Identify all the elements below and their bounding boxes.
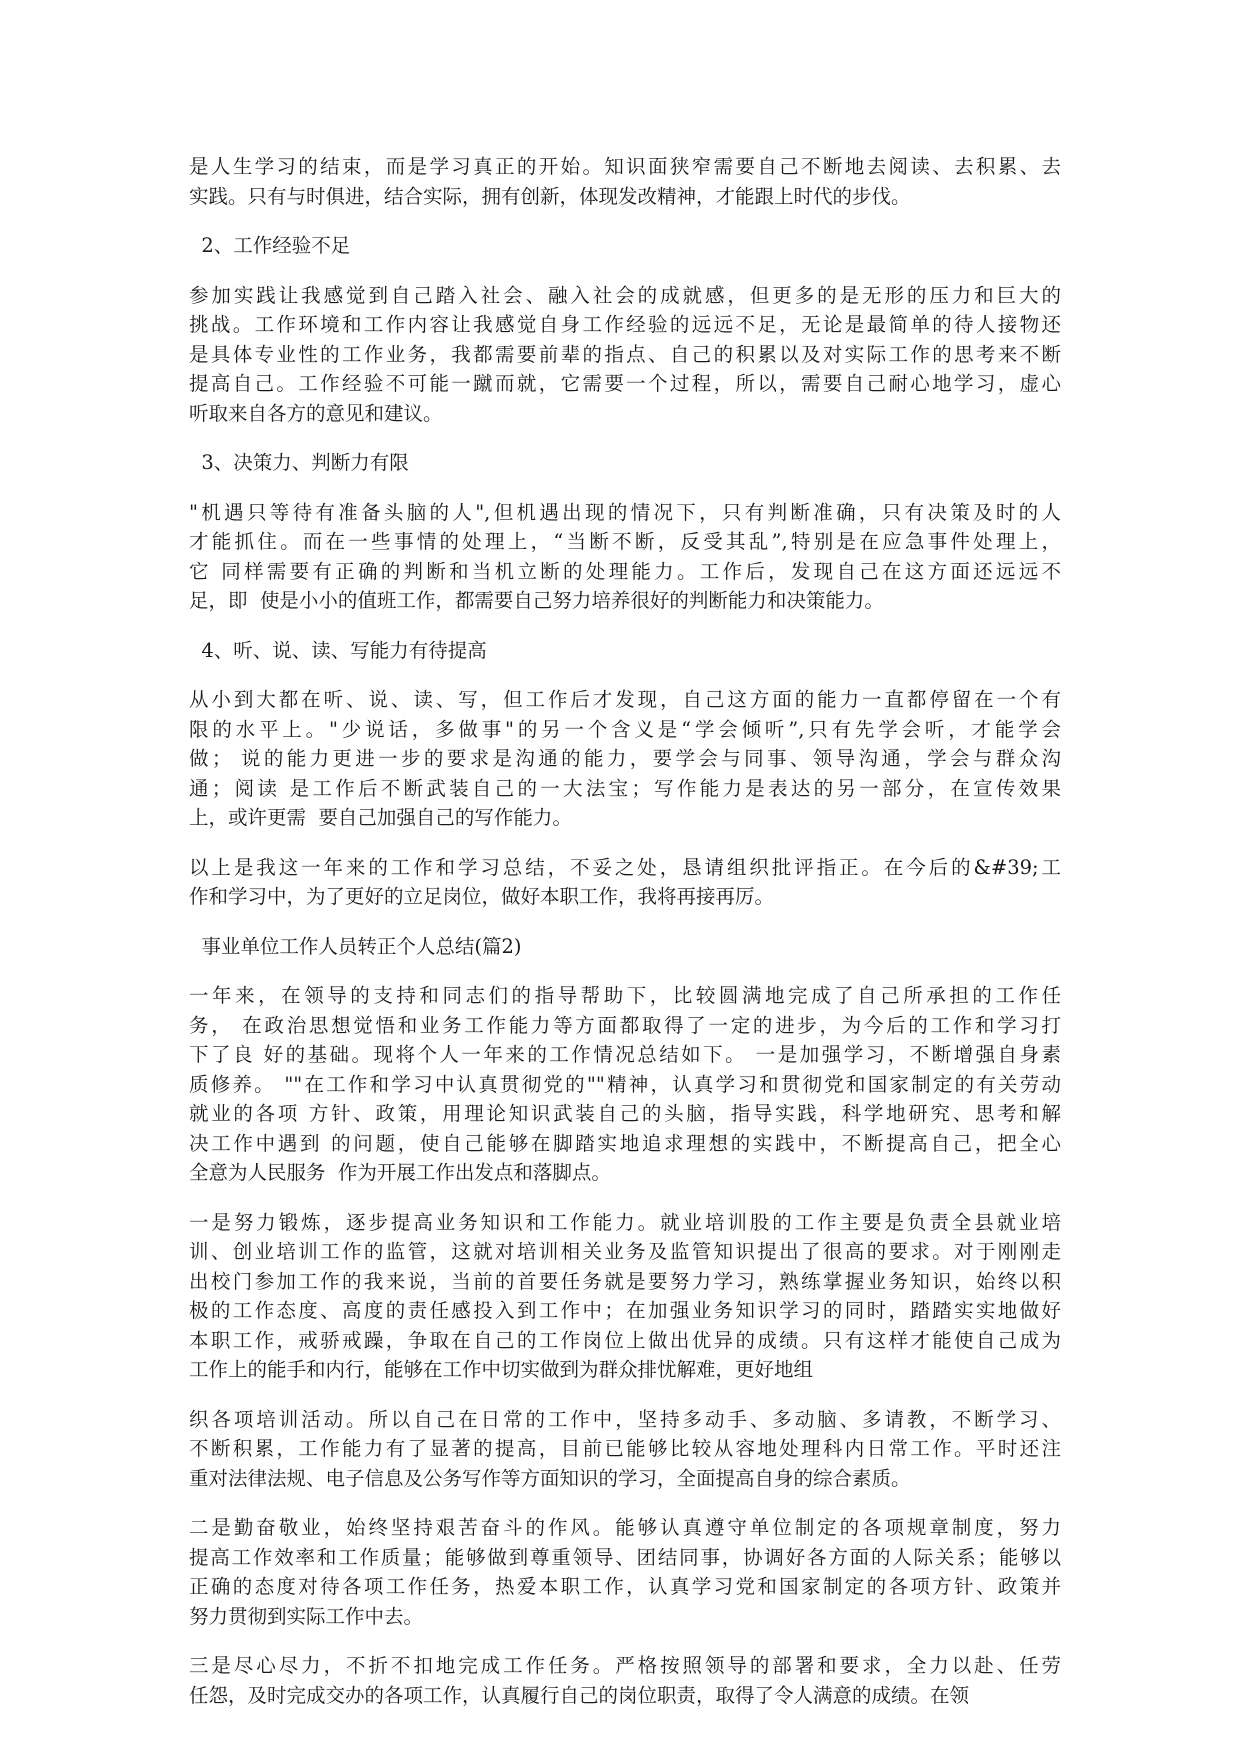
text-line: 通；阅读 是工作后不断武装自己的一大法宝；写作能力是表达的另一部分，在宣传效果 xyxy=(189,776,1061,800)
paragraph xyxy=(189,1405,1061,1494)
document-body xyxy=(189,152,1061,1730)
text-line: 提高工作效率和工作质量；能够做到尊重领导、团结同事，协调好各方面的人际关系；能够以 xyxy=(189,1545,1061,1569)
text-line: 参加实践让我感觉到自己踏入社会、融入社会的成就感，但更多的是无形的压力和巨大的 xyxy=(189,283,1061,307)
text-line: 是具体专业性的工作业务，我都需要前辈的指点、自己的积累以及对实际工作的思考来不断 xyxy=(189,342,1061,366)
text-line: 不断积累，工作能力有了显著的提高，目前已能够比较从容地处理科内日常工作。平时还注 xyxy=(189,1437,1061,1460)
text-line: 就业的各项 方针、政策，用理论知识武装自己的头脑，指导实践，科学地研究、思考和解 xyxy=(189,1102,1061,1125)
text-line: 织各项培训活动。所以自己在日常的工作中，坚持多动手、多动脑、多请教，不断学习、 xyxy=(189,1407,1061,1431)
paragraph xyxy=(189,1651,1061,1710)
text-line: 上，或许更需 要自己加强自己的写作能力。 xyxy=(189,806,572,829)
text-line: 一年来，在领导的支持和同志们的指导帮助下，比较圆满地完成了自己所承担的工作任 xyxy=(189,984,1061,1007)
text-line: 4、听、说、读、写能力有待提高 xyxy=(189,638,487,662)
section-heading xyxy=(189,636,1061,666)
text-line: 工作上的能手和内行，能够在工作中切实做到为群众排忧解难，更好地组 xyxy=(189,1358,814,1381)
text-line: 实践。只有与时俱进，结合实际，拥有创新，体现发改精神，才能跟上时代的步伐。 xyxy=(189,184,911,208)
paragraph xyxy=(189,685,1061,833)
paragraph xyxy=(189,1208,1061,1385)
text-line: 才能抓住。而在一些事情的处理上，“当断不断，反受其乱”,特别是在应急事件处理上， xyxy=(189,530,1061,553)
text-line: 限的水平上。"少说话，多做事"的另一个含义是“学会倾听”,只有先学会听，才能学会 xyxy=(189,717,1061,741)
text-line: 以上是我这一年来的工作和学习总结，不妥之处，恳请组织批评指正。在今后的&#39;工 xyxy=(189,855,1061,879)
paragraph xyxy=(189,1513,1061,1631)
text-line: 务， 在政治思想觉悟和业务工作能力等方面都取得了一定的进步，为今后的工作和学习打 xyxy=(189,1013,1061,1037)
paragraph xyxy=(189,152,1061,211)
text-line: 足，即 使是小小的值班工作，都需要自己努力培养很好的判断能力和决策能力。 xyxy=(189,589,884,612)
text-line: 二是勤奋敬业，始终坚持艰苦奋斗的作风。能够认真遵守单位制定的各项规章制度，努力 xyxy=(189,1516,1061,1539)
text-line: 一是努力锻炼，逐步提高业务知识和工作能力。就业培训股的工作主要是负责全县就业培 xyxy=(189,1210,1061,1234)
text-line: 三是尽心尽力，不折不扣地完成工作任务。严格按照领导的部署和要求，全力以赴、任劳 xyxy=(189,1654,1061,1677)
text-line: 质修养。 ""在工作和学习中认真贯彻党的""精神，认真学习和贯彻党和国家制定的有关劳动 xyxy=(189,1072,1061,1096)
text-line: "机遇只等待有准备头脑的人",但机遇出现的情况下，只有判断准确，只有决策及时的人 xyxy=(189,500,1061,524)
paragraph xyxy=(189,281,1061,429)
text-line: 2、工作经验不足 xyxy=(189,234,351,257)
section-heading xyxy=(189,932,1061,962)
text-line: 下了良 好的基础。现将个人一年来的工作情况总结如下。 一是加强学习，不断增强自身素 xyxy=(189,1043,1061,1066)
text-line: 做； 说的能力更进一步的要求是沟通的能力，要学会与同事、领导沟通，学会与群众沟 xyxy=(189,747,1061,770)
text-line: 挑战。工作环境和工作内容让我感觉自身工作经验的远远不足，无论是最简单的待人接物还 xyxy=(189,313,1061,336)
text-line: 任怨，及时完成交办的各项工作，认真履行自己的岗位职责，取得了令人满意的成绩。在领 xyxy=(189,1683,970,1707)
text-line: 出校门参加工作的我来说，当前的首要任务就是要努力学习，熟练掌握业务知识，始终以积 xyxy=(189,1269,1061,1293)
text-line: 从小到大都在听、说、读、写，但工作后才发现，自己这方面的能力一直都停留在一个有 xyxy=(189,688,1061,711)
paragraph xyxy=(189,853,1061,912)
section-heading xyxy=(189,231,1061,261)
text-line: 事业单位工作人员转正个人总结(篇2) xyxy=(189,934,522,958)
text-line: 是人生学习的结束，而是学习真正的开始。知识面狭窄需要自己不断地去阅读、去积累、去 xyxy=(189,155,1061,178)
text-line: 全意为人民服务 作为开展工作出发点和落脚点。 xyxy=(189,1161,611,1184)
text-line: 它 同样需要有正确的判断和当机立断的处理能力。工作后，发现自己在这方面还远远不 xyxy=(189,559,1061,583)
text-line: 决工作中遇到 的问题，使自己能够在脚踏实地追求理想的实践中，不断提高自己，把全心 xyxy=(189,1131,1061,1155)
text-line: 作和学习中，为了更好的立足岗位，做好本职工作，我将再接再厉。 xyxy=(189,885,775,908)
paragraph xyxy=(189,981,1061,1188)
text-line: 训、创业培训工作的监管，这就对培训相关业务及监管知识提出了很高的要求。对于刚刚走 xyxy=(189,1240,1061,1263)
section-heading xyxy=(189,448,1061,478)
text-line: 正确的态度对待各项工作任务，热爱本职工作，认真学习党和国家制定的各项方针、政策并 xyxy=(189,1575,1061,1598)
text-line: 极的工作态度、高度的责任感投入到工作中；在加强业务知识学习的同时，踏踏实实地做好 xyxy=(189,1299,1061,1322)
text-line: 重对法律法规、电子信息及公务写作等方面知识的学习，全面提高自身的综合素质。 xyxy=(189,1466,911,1490)
text-line: 3、决策力、判断力有限 xyxy=(189,451,409,474)
text-line: 努力贯彻到实际工作中去。 xyxy=(189,1604,424,1628)
text-line: 提高自己。工作经验不可能一蹴而就，它需要一个过程，所以，需要自己耐心地学习，虚心 xyxy=(189,372,1061,395)
paragraph xyxy=(189,498,1061,616)
text-line: 本职工作，戒骄戒躁，争取在自己的工作岗位上做出优异的成绩。只有这样才能使自己成为 xyxy=(189,1328,1061,1352)
text-line: 听取来自各方的意见和建议。 xyxy=(189,401,443,425)
